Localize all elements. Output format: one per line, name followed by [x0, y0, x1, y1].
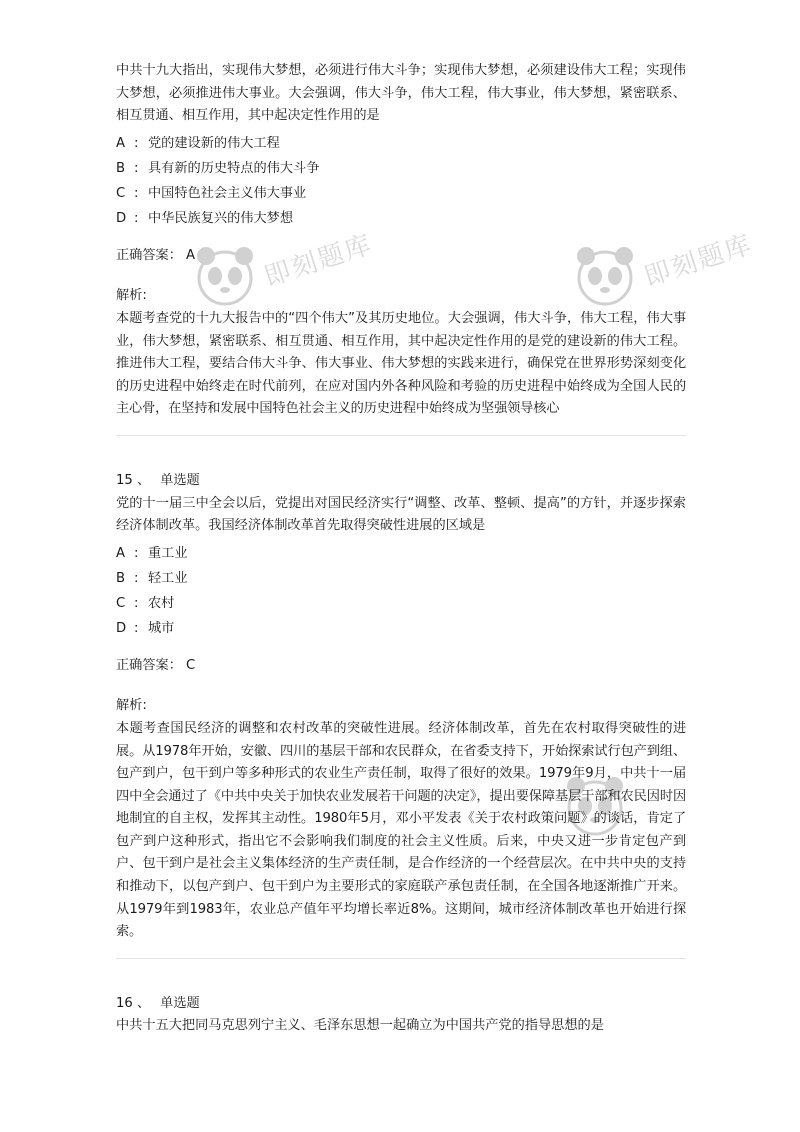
option-c[interactable]: C : 中国特色社会主义伟大事业 [116, 185, 307, 201]
question-number: 15 、 [116, 472, 151, 488]
question-stem: 党的十一届三中全会以后，党提出对国民经济实行“调整、改革、整顿、提高”的方针，并逐步探索经济体制改革。我国经济体制改革首先取得突破性进展的区域是 [116, 495, 686, 534]
option-list [116, 541, 686, 641]
question-header [116, 993, 686, 1016]
question-type: 单选题 [160, 472, 200, 488]
option-d[interactable]: D : 中华民族复兴的伟大梦想 [116, 210, 294, 226]
divider [116, 435, 686, 436]
analysis-label: 解析: [116, 698, 147, 714]
option-d[interactable]: D : 城市 [116, 620, 175, 636]
option-b[interactable]: B : 轻工业 [116, 570, 188, 586]
question-16 [116, 993, 686, 1038]
analysis-text: 本题考查国民经济的调整和农村改革的突破性进展。经济体制改革，首先在农村取得突破性的进展。从1978年开始，安徽、四川的基层干部和农民群众，在省委支持下，开始探索试行包产到组、包产到户，包干到户等多种形式的农业生产责任制，取得了很好的效果。1979年9月，中共十一届四中全会通过了《中共中央关于加快农业发展若干问题的决定》，提出要保障基层干部和农民因时因地制宜的自主权，发挥其主动性。1980年5月，邓小平发表《关于农村政策问题》的谈话，肯定了包产到户这种形式，指出它不会影响我们制度的社会主义性质。后来，中央又进一步肯定包产到户、包干到户是社会主义集体经济的生产责任制，是合作经济的一个经营层次。在中共中央的支持和推动下，以包产到户、包干到户为主要形式的家庭联产承包责任制，在全国各地逐渐推广开来。从1979年到1983年，农业总产值年平均增长率近8%。这期间，城市经济体制改革也开始进行探索。 [116, 720, 686, 940]
correct-answer: 正确答案： C [116, 657, 196, 673]
question-stem: 中共十五大把同马克思列宁主义、毛泽东思想一起确立为中国共产党的指导思想的是 [116, 1018, 604, 1034]
question-type: 单选题 [160, 995, 200, 1011]
analysis-text: 本题考查党的十九大报告中的“四个伟大”及其历史地位。大会强调，伟大斗争，伟大工程，伟大事业，伟大梦想，紧密联系、相互贯通、相互作用，其中起决定性作用的是党的建设新的伟大工程。推进伟大工程，要结合伟大斗争、伟大事业、伟大梦想的实践来进行，确保党在世界形势深刻变化的历史进程中始终走在时代前列，在应对国内外各种风险和考验的历史进程中始终成为全国人民的主心骨，在坚持和发展中国特色社会主义的历史进程中始终成为坚强领导核心 [116, 310, 686, 417]
option-b[interactable]: B : 具有新的历史特点的伟大斗争 [116, 160, 320, 176]
option-a[interactable]: A : 重工业 [116, 545, 188, 561]
option-c[interactable]: C : 农村 [116, 595, 175, 611]
question-number: 16 、 [116, 995, 151, 1011]
question-stem: 中共十九大指出，实现伟大梦想，必须进行伟大斗争；实现伟大梦想，必须建设伟大工程；实现伟大梦想，必须推进伟大事业。大会强调，伟大斗争，伟大工程，伟大事业，伟大梦想，紧密联系、相互贯通、相互作用，其中起决定性作用的是 [116, 63, 686, 124]
divider [116, 958, 686, 959]
watermark-text: 即刻题库 [260, 229, 377, 293]
question-header [116, 470, 686, 493]
question-14 [116, 60, 686, 436]
option-list [116, 131, 686, 231]
question-15 [116, 470, 686, 959]
correct-answer: 正确答案： A [116, 247, 195, 263]
option-a[interactable]: A : 党的建设新的伟大工程 [116, 135, 280, 151]
watermark-text: 即刻题库 [640, 229, 757, 293]
question-page [116, 60, 686, 1038]
analysis-label: 解析: [116, 288, 147, 304]
